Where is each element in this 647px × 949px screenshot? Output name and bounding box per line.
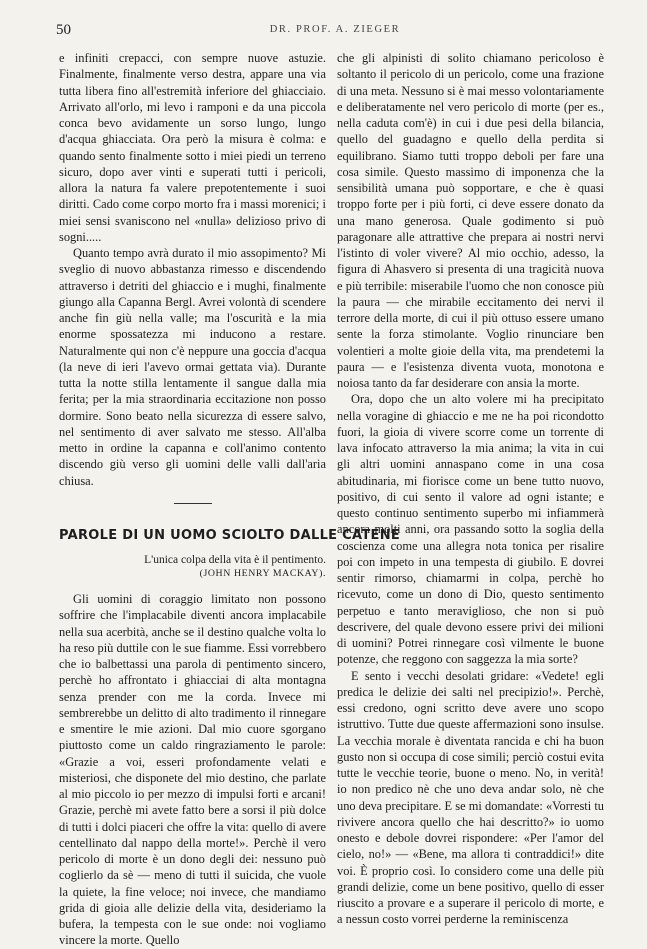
section-divider [174, 503, 212, 504]
paragraph: Ora, dopo che un alto volere mi ha precipitato nella voragine di ghiaccio e me ne ha poi ricondotto fuori, la gioia di vivere scorre come un torrente di lava infocato attraverso la mia anima; la vita in cui gli altri uomini annaspano come in una cosa abitudinaria, mi fiorisce come un bene tutto nuovo, positivo, di cui sento il valore ad ogni istante; e questo continuo sentimento superbo mi infiammerà ancora molti anni, ora passando sotto la soglia della coscienza come una allegra nota tonica per risalire poi con impeto in una tempesta di giubilo. E dovrei sentir rimorso, chiamarmi in colpa, perchè ho ricevuto, come un dono di Dio, questo sentimento perpetuo e tanto meraviglioso, che non si può descrivere, del quale devono essere privi dei milioni di uomini? Potrei rinnegare così vilmente le buone potenze, che reggono con saggezza la mia sorte? [337, 392, 604, 667]
section-title: PAROLE DI UN UOMO SCIOLTO DALLE CATENE [59, 527, 401, 543]
paragraph: E sento i vecchi desolati gridare: «Vedete! egli predica le delizie dei salti nel precipizio!». Perchè, essi credono, ogni scritto deve avere uno scopo istruttivo. Tutte due queste affermazioni sono insulse. La vecchia morale è diventata rancida e chi ha buon gusto non si occupa di cose simili; perciò costui evita tutte le vecchie teorie, buone o meno. No, in verità! io non predico nè che uno deva andar solo, nè che uno deva precipitare. E se mi domandate: «Vorresti tu rivivere ancora quello che hai descritto?» io uomo onesto e debole dovrei rispondere: «Per l'amor del cielo, no!» — «Bene, ma allora ti contraddici!» dite voi. È proprio così. Io considero come una delle più grandi delizie, come un bene positivo, quello di esser riuscito a provare e a superare il pericolo di morte, e a nessun costo vorrei perderne la reminiscenza [337, 668, 604, 927]
epigraph-source: (JOHN HENRY MACKAY). [199, 568, 326, 579]
page-number: 50 [56, 22, 71, 38]
running-head: DR. PROF. A. ZIEGER [269, 24, 401, 35]
paragraph: e infiniti crepacci, con sempre nuove astuzie. Finalmente, finalmente verso destra, appare una via tutta libera fino all'estremità inferiore del ghiacciaio. Arrivato all'orlo, mi levo i ramponi e da una piccola conca bevo avidamente un sorso lungo, lungo d'acqua ghiacciata. Ora però la misura è colma: e quando sento finalmente sotto i miei piedi un terreno sicuro, dopo aver vinti e superati tutti i pericoli, allora la natura fa valere prepotentemente i suoi diritti. Cado come corpo morto fra i massi morenici; i miei sensi svaniscono nel «nulla» delizioso privo di sogni..... [59, 51, 326, 244]
epigraph-quote: L'unica colpa della vita è il pentimento. [144, 554, 326, 566]
epigraph [59, 553, 326, 581]
paragraph: Gli uomini di coraggio limitato non possono soffrire che l'implacabile diventi ancora implacabile nella sua acerbità, anche se il destino qualche volta lo ha reso più duttile con le sue fiamme. Essi vorrebbero che io balbettassi una parola di pentimento sincero, perchè ho affrontato i ghiacciai di alta montagna senza prender con me la corda. Invece mi sembrerebbe un delitto di alto tradimento il rinnegare e smentire le mie azioni. Dal mio cuore sgorgano piuttosto come un caldo ringraziamento le parole: «Grazie a voi, esseri profondamente velati e misteriosi, che disponete del mio destino, che parlate al mio piccolo io per mezzo di impulsi forti e arcani! Grazie, perchè mi avete fatto bere a sorsi il più dolce di tutti i dolci piaceri che offre la vita: quello di avere centellinato dal nappo della morte!». Perchè il vero pericolo di morte è un dono degli dei: nessuno può coglierlo da sè — meno di tutti il suicida, che vuole la quiete, la fine veloce; noi invece, che mandiamo grida di gioia alle delizie della vita, desideriamo la bufera, la tempesta con le sue onde: noi vogliamo vincere la morte. Quello [59, 592, 327, 948]
page-header [56, 22, 614, 38]
paragraph: Quanto tempo avrà durato il mio assopimento? Mi sveglio di nuovo abbastanza rimesso e discendendo attraverso i detriti del ghiaccio e i mughi, finalmente giungo alla Capanna Bergl. Avrei volontà di scendere anche fin giù nella valle; ma l'oscurità e la mia enorme spossatezza mi inducono a restare. Naturalmente qui non c'è neppure una goccia d'acqua (la neve di ieri l'avevo ormai gettata via). Durante tutta la notte stilla lentamente il sangue dalla mia ferita; per la mia straordinaria eccitazione non posso dormire. Sono beato nella sicurezza di essere salvo, nel sentimento di aver salvato me stesso. All'alba metto in ordine la capanna e coll'animo contento discendo giù verso gli uomini delle valli dall'aria chiusa. [59, 246, 326, 488]
paragraph: che gli alpinisti di solito chiamano pericoloso è soltanto il pericolo di un pericolo, come una frazione di una meta. Nessuno si è mai messo volontariamente e deliberatamente nel vero pericolo di morte (per es., nella caduta com'è) in cui i due pesi della bilancia, quello del guadagno e quello della perdita si equilibrano. Siamo tutti troppo deboli per fare una cosa simile. Questo massimo di imponenza che la sensibilità umana può sopportare, e che è quasi troppo forte per i più forti, ci deve essere donato da una mano generosa. Quale godimento si può paragonare alle attrattive che prepara ai nostri nervi l'istinto di voler vivere? Al mio occhio, adesso, la figura di Ahasvero si presenta di una tragicità nuova e più terribile: miserabile l'uomo che non conosce più la paura — che mirabile eccitamento dei nervi il terrore della morte, di cui il più ottuso essere umano sente la forza stimolante. Voglio rinunciare ben volentieri a molte gioie della vita, ma prendetemi la paura — e l'esistenza diventa vuota, monotona e noiosa tanto da far desiderare con ansia la morte. [337, 51, 604, 390]
right-column [337, 50, 604, 928]
left-column [59, 50, 401, 949]
